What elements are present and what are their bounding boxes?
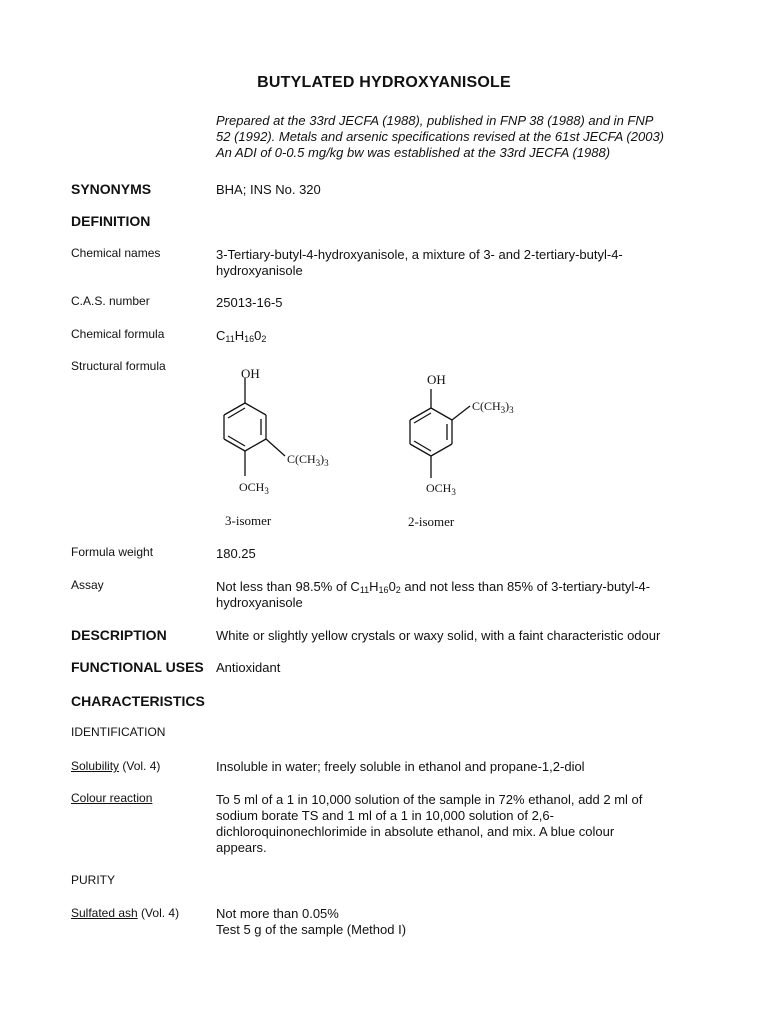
synonyms-heading: SYNONYMS xyxy=(71,181,152,197)
colour-reaction-link[interactable]: Colour reaction xyxy=(71,791,153,805)
colour-reaction-label xyxy=(71,791,152,805)
functional-uses-heading: FUNCTIONAL USES xyxy=(71,659,204,675)
assay-value xyxy=(216,579,706,611)
colour-reaction-line: appears. xyxy=(216,840,267,855)
formula-weight-value: 180.25 xyxy=(216,546,256,561)
sulfated-ash-line: Not more than 0.05% xyxy=(216,906,339,921)
oh-label: OH xyxy=(427,372,446,387)
functional-uses-value: Antioxidant xyxy=(216,660,281,675)
chemical-names-line: 3-Tertiary-butyl-4-hydroxyanisole, a mixture of 3- and 2-tertiary-butyl-4- xyxy=(216,247,623,262)
purity-subheading: PURITY xyxy=(71,873,116,887)
structural-formula-label: Structural formula xyxy=(71,359,166,373)
cas-label: C.A.S. number xyxy=(71,294,150,308)
synonyms-value: BHA; INS No. 320 xyxy=(216,182,321,197)
document-title: BUTYLATED HYDROXYANISOLE xyxy=(257,74,511,91)
colour-reaction-line: To 5 ml of a 1 in 10,000 solution of the sample in 72% ethanol, add 2 ml of xyxy=(216,792,643,807)
sulfated-ash-value xyxy=(216,906,706,938)
sulfated-ash-link[interactable]: Sulfated ash xyxy=(71,906,138,920)
assay-line: Not less than 98.5% of $C_{11}H_{16}0_2$ and not less than 85% of 3-tertiary-butyl-4- xyxy=(216,579,651,595)
chemical-formula-value: $C_{11}H_{16}0_2$ xyxy=(216,328,267,344)
intro-line: Prepared at the 33rd JECFA (1988), published in FNP 38 (1988) and in FNP xyxy=(216,113,654,128)
solubility-value: Insoluble in water; freely soluble in ethanol and propane-1,2-diol xyxy=(216,759,585,774)
substituent-label: $C(CH_3)_3$ xyxy=(472,399,514,415)
methoxy-label: $OCH_3$ xyxy=(239,480,269,496)
substituent-label: $C(CH_3)_3$ xyxy=(287,452,329,468)
intro-line: An ADI of 0-0.5 mg/kg bw was established at the 33rd JECFA (1988) xyxy=(216,145,611,160)
sulfated-ash-label: Sulfated ash (Vol. 4) xyxy=(71,906,180,920)
solubility-label: Solubility (Vol. 4) xyxy=(71,759,161,773)
assay-label: Assay xyxy=(71,578,104,592)
structure-3-isomer xyxy=(224,378,285,476)
chemical-names-line: hydroxyanisole xyxy=(216,263,303,278)
chemical-names-label: Chemical names xyxy=(71,246,161,260)
formula-weight-label: Formula weight xyxy=(71,545,154,559)
intro-line: 52 (1992). Metals and arsenic specifications revised at the 61st JECFA (2003) xyxy=(216,129,664,144)
structural-formula-diagram xyxy=(205,362,535,534)
sulfated-ash-line: Test 5 g of the sample (Method I) xyxy=(216,922,407,937)
oh-label: OH xyxy=(241,366,260,381)
identification-subheading: IDENTIFICATION xyxy=(71,725,166,739)
assay-line: hydroxyanisole xyxy=(216,595,303,610)
characteristics-heading: CHARACTERISTICS xyxy=(71,693,205,709)
description-heading: DESCRIPTION xyxy=(71,627,167,643)
colour-reaction-line: dichloroquinonechlorimide in absolute ethanol, and mix. A blue colour xyxy=(216,824,615,839)
chemical-formula-label: Chemical formula xyxy=(71,327,165,341)
colour-reaction-value xyxy=(216,792,706,856)
intro-note xyxy=(216,113,716,161)
chemical-names-value xyxy=(216,247,706,279)
structure-2-isomer xyxy=(410,389,470,478)
definition-heading: DEFINITION xyxy=(71,213,151,229)
solubility-link[interactable]: Solubility xyxy=(71,759,120,773)
methoxy-label: $OCH_3$ xyxy=(426,481,456,497)
cas-value: 25013-16-5 xyxy=(216,295,283,310)
isomer-caption: 2-isomer xyxy=(408,514,455,529)
description-value: White or slightly yellow crystals or waxy solid, with a faint characteristic odour xyxy=(216,628,661,643)
colour-reaction-line: sodium borate TS and 1 ml of a 1 in 10,000 solution of 2,6- xyxy=(216,808,554,823)
isomer-caption: 3-isomer xyxy=(225,513,272,528)
